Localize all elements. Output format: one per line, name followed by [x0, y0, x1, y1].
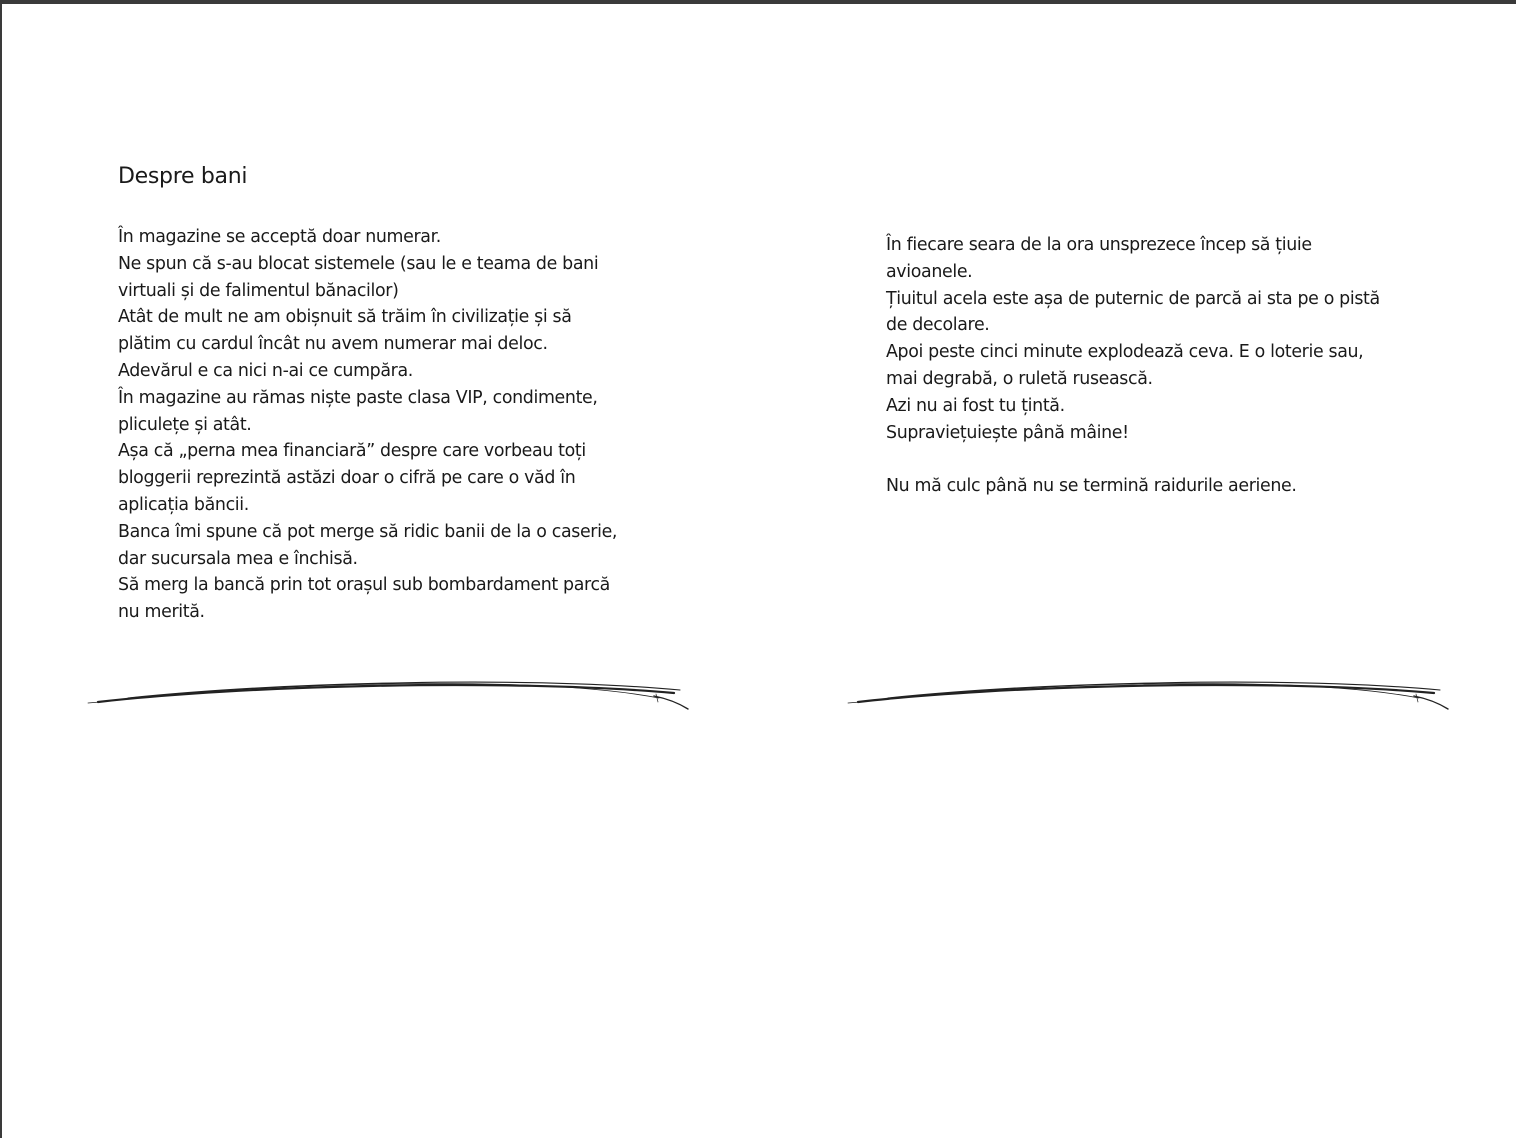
text-line: Nu mă culc până nu se termină raidurile aeriene.	[886, 476, 1297, 497]
brush-stroke-divider-right	[844, 668, 1454, 716]
text-line: În fiecare seara de la ora unsprezece încep să țiuie avioanele.	[886, 235, 1312, 282]
text-line: Să merg la bancă prin tot orașul sub bombardament parcă nu merită.	[118, 575, 610, 623]
text-line: Țiuitul acela este așa de puternic de parcă ai sta pe o pistă de decolare.	[886, 288, 1380, 336]
text-line: Adevărul e ca nici n-ai ce cumpăra.	[118, 360, 413, 381]
text-line: Așa că „perna mea financiară” despre care vorbeau toți bloggerii reprezintă astăzi doar o cifră pe care o văd în aplicația băncii.	[118, 441, 586, 515]
text-line: Banca îmi spune că pot merge să ridic banii de la o caserie, dar sucursala mea e închisă.	[118, 521, 618, 569]
text-line: Supraviețuiește până mâine!	[886, 422, 1129, 443]
text-line: Azi nu ai fost tu țintă.	[886, 395, 1065, 416]
text-line: Atât de mult ne am obișnuit să trăim în civilizație și să plătim cu cardul încât nu avem numerar mai deloc.	[118, 307, 572, 355]
page-frame-left-edge	[0, 0, 2, 1138]
left-text-column	[118, 224, 618, 626]
brush-stroke-divider-left	[84, 668, 694, 716]
text-line: Apoi peste cinci minute explodează ceva. E o loterie sau, mai degrabă, o ruletă rusească.	[886, 342, 1364, 389]
text-line: În magazine se acceptă doar numerar.	[118, 227, 441, 247]
paragraph-gap	[886, 446, 1386, 473]
right-text-column	[886, 232, 1386, 500]
text-line: Ne spun că s-au blocat sistemele (sau le e teama de bani virtuali și de falimentul bănacilor)	[118, 253, 599, 301]
page-title: Despre bani	[118, 164, 248, 189]
text-line: În magazine au rămas niște paste clasa VIP, condimente, pliculețe și atât.	[118, 387, 598, 435]
page-frame-top-edge	[0, 0, 1516, 4]
